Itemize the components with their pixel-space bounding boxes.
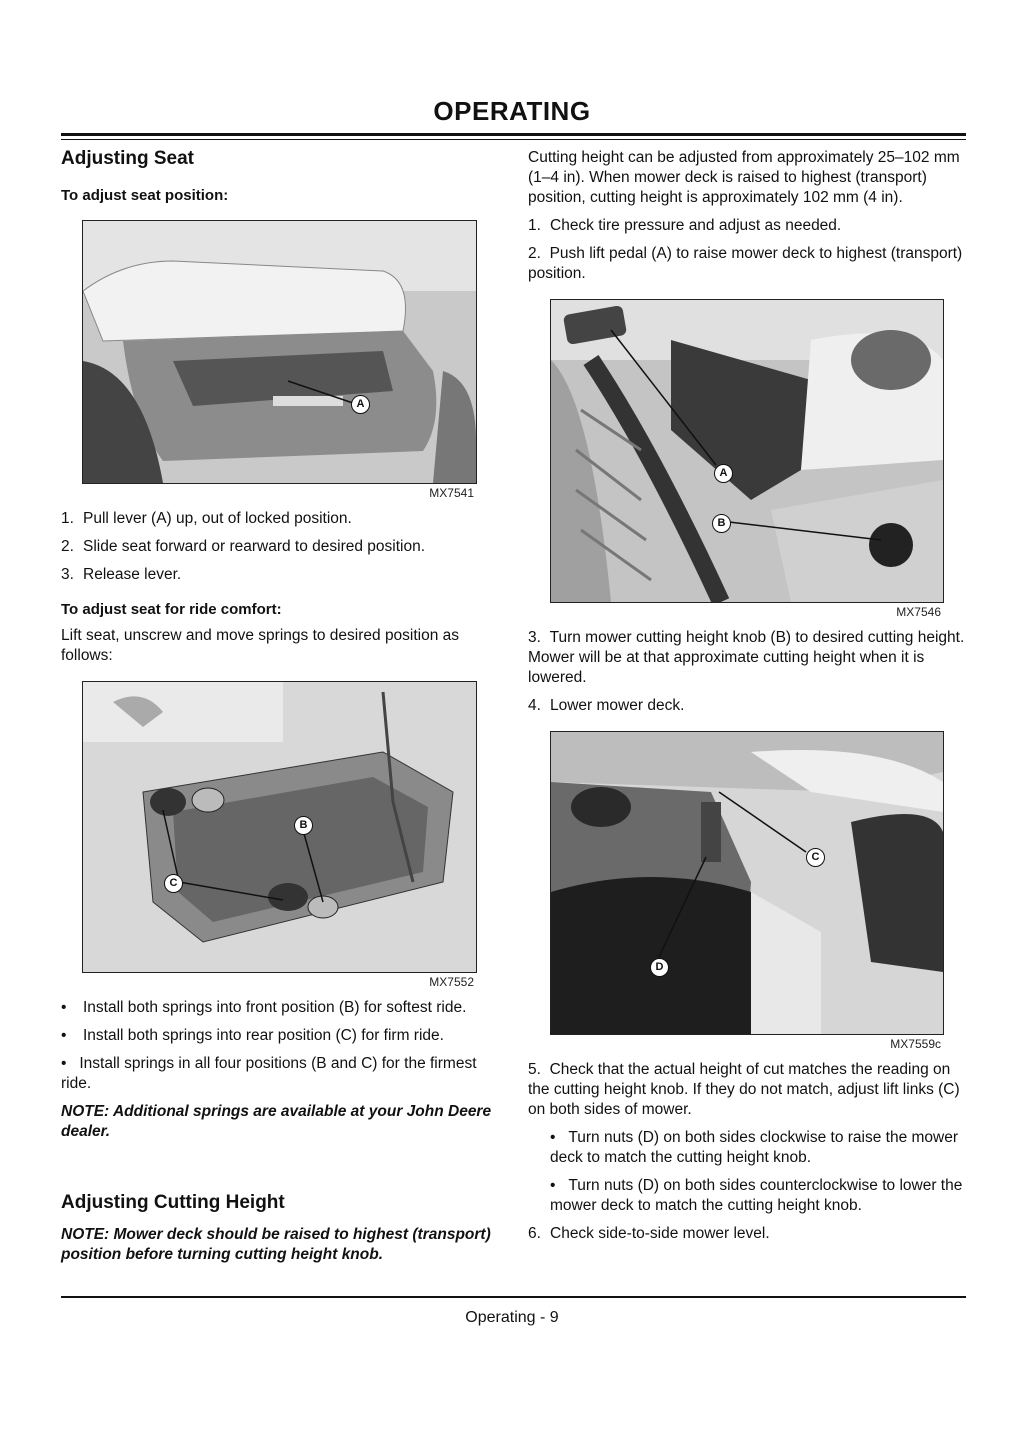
- lift-link-photo: [550, 731, 944, 1035]
- figure-caption: MX7552: [429, 975, 474, 989]
- seat-heading: Adjusting Seat: [61, 148, 195, 169]
- list-item: 6. Check side-to-side mower level.: [528, 1225, 770, 1242]
- list-item: 3. Release lever.: [61, 566, 182, 583]
- callout-c: C: [164, 874, 183, 893]
- cutting-height-note: NOTE: Mower deck should be raised to highest (transport) position before turning cutting height knob.: [61, 1226, 491, 1263]
- figure-caption: MX7559c: [890, 1037, 941, 1051]
- list-item: • Install both springs into front position (B) for softest ride.: [61, 999, 467, 1016]
- cutting-height-intro: Cutting height can be adjusted from approximately 25–102 mm (1–4 in). When mower deck is raised to highest (transport) position, cutting height is approximately 102 mm (4 in).: [528, 149, 960, 206]
- callout-b: B: [294, 816, 313, 835]
- comfort-subheading: To adjust seat for ride comfort:: [61, 601, 282, 618]
- list-item: 2. Slide seat forward or rearward to desired position.: [61, 538, 426, 555]
- callout-a: A: [351, 395, 370, 414]
- list-item: 5. Check that the actual height of cut matches the reading on the cutting height knob. If they do not match, adjust lift links (C) on both sides of mower.: [528, 1061, 960, 1118]
- comfort-intro: Lift seat, unscrew and move springs to desired position as follows:: [61, 627, 460, 664]
- list-item: • Install both springs into rear position (C) for firm ride.: [61, 1027, 444, 1044]
- list-item: • Turn nuts (D) on both sides clockwise to raise the mower deck to match the cutting height knob.: [550, 1129, 959, 1166]
- list-item: 3. Turn mower cutting height knob (B) to desired cutting height. Mower will be at that approximate cutting height when it is lowered.: [528, 629, 965, 686]
- list-item: 1. Check tire pressure and adjust as needed.: [528, 217, 842, 234]
- step5-bullets: [550, 1128, 968, 1216]
- page-title: OPERATING: [433, 96, 591, 126]
- cutting-height-heading: Adjusting Cutting Height: [61, 1192, 285, 1213]
- left-column: [61, 146, 501, 1265]
- figure-caption: MX7541: [429, 486, 474, 500]
- callout-c: C: [806, 848, 825, 867]
- page-footer: Operating - 9: [465, 1309, 559, 1326]
- springs-note: NOTE: Additional springs are available at your John Deere dealer.: [61, 1103, 492, 1140]
- list-item: • Install springs in all four positions (B and C) for the firmest ride.: [61, 1055, 477, 1092]
- steps-a: [528, 216, 968, 284]
- list-item: 4. Lower mower deck.: [528, 697, 685, 714]
- header-rule-thin: [61, 139, 966, 140]
- header-rule: [61, 133, 966, 136]
- seat-position-subheading: To adjust seat position:: [61, 187, 229, 204]
- callout-a: A: [714, 464, 733, 483]
- list-item: 2. Push lift pedal (A) to raise mower deck to highest (transport) position.: [528, 245, 963, 282]
- figure-caption: MX7546: [896, 605, 941, 619]
- callout-b: B: [712, 514, 731, 533]
- seat-lever-photo: [82, 220, 477, 484]
- comfort-bullets: [61, 998, 501, 1094]
- callout-d: D: [650, 958, 669, 977]
- lift-pedal-photo: [550, 299, 944, 603]
- list-item: • Turn nuts (D) on both sides counterclockwise to lower the mower deck to match the cutting height knob.: [550, 1177, 963, 1214]
- right-column: [528, 146, 968, 1244]
- seat-springs-photo: [82, 681, 477, 973]
- footer-rule: [61, 1296, 966, 1298]
- list-item: 1. Pull lever (A) up, out of locked position.: [61, 510, 352, 527]
- steps-b: [528, 628, 968, 716]
- seat-steps: [61, 509, 501, 585]
